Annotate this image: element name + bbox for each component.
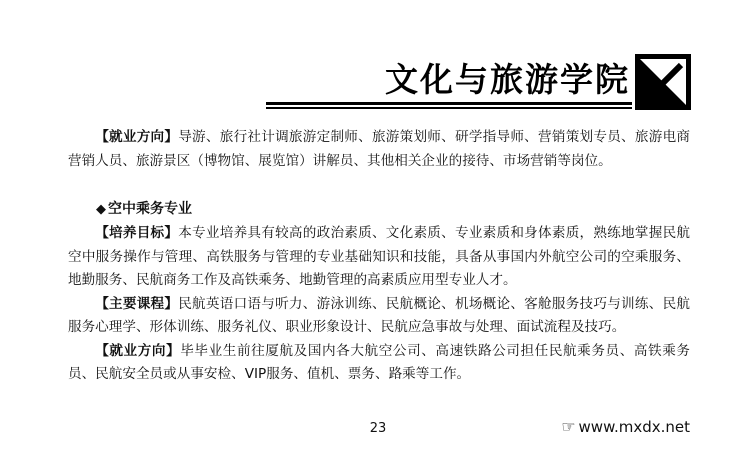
section-body: [68, 222, 690, 387]
section-heading: [96, 197, 192, 222]
career-paragraph: [68, 340, 690, 387]
goal-tag: 【培养目标】: [95, 225, 179, 241]
page-number: 23: [369, 421, 387, 436]
intro-text: 导游、旅行社计调旅游定制师、旅游策划师、研学指导师、营销策划专员、旅游电商营销人员、旅游景区（博物馆、展览馆）讲解员、其他相关企业的接待、市场营销等岗位。: [68, 129, 690, 169]
career-text: 毕毕业生前往厦航及国内各大航空公司、高速铁路公司担任民航乘务员、高铁乘务员、民航安全员或从事安检、VIP服务、值机、票务、路乘等工作。: [68, 342, 691, 382]
diamond-bullet-icon: ◆: [96, 202, 106, 217]
career-tag: 【就业方向】: [95, 342, 181, 359]
chapter-title: 文化与旅游学院: [385, 60, 630, 99]
goal-text: 本专业培养具有较高的政治素质、文化素质、专业素质和身体素质，熟练地掌握民航空中服务操作与管理、高铁服务与管理的专业基础知识和技能，具备从事国内外航空公司的空乘服务、地勤服务、民航商务工作及高铁乘务、地勤管理的高素质应用型专业人才。: [68, 225, 690, 288]
courses-text: 民航英语口语与听力、游泳训练、民航概论、机场概论、客舱服务技巧与训练、民航服务心理学、形体训练、服务礼仪、职业形象设计、民航应急事故与处理、面试流程及技巧。: [68, 295, 690, 335]
goal-paragraph: [68, 222, 690, 293]
section-title: 空中乘务专业: [108, 201, 192, 217]
chapter-header: [0, 54, 756, 110]
pointing-hand-icon: ☞: [561, 417, 576, 436]
intro-paragraph: [68, 126, 690, 173]
intro-block: [68, 126, 690, 173]
intro-tag: 【就业方向】: [95, 129, 179, 145]
header-rule-thin: [266, 107, 632, 109]
arrow-down-left-icon: [635, 54, 691, 110]
header-rule-thick: [266, 102, 632, 105]
courses-paragraph: [68, 293, 690, 340]
website-url: www.mxdx.net: [578, 418, 690, 436]
courses-tag: 【主要课程】: [95, 295, 179, 312]
website-footer: [561, 417, 690, 437]
